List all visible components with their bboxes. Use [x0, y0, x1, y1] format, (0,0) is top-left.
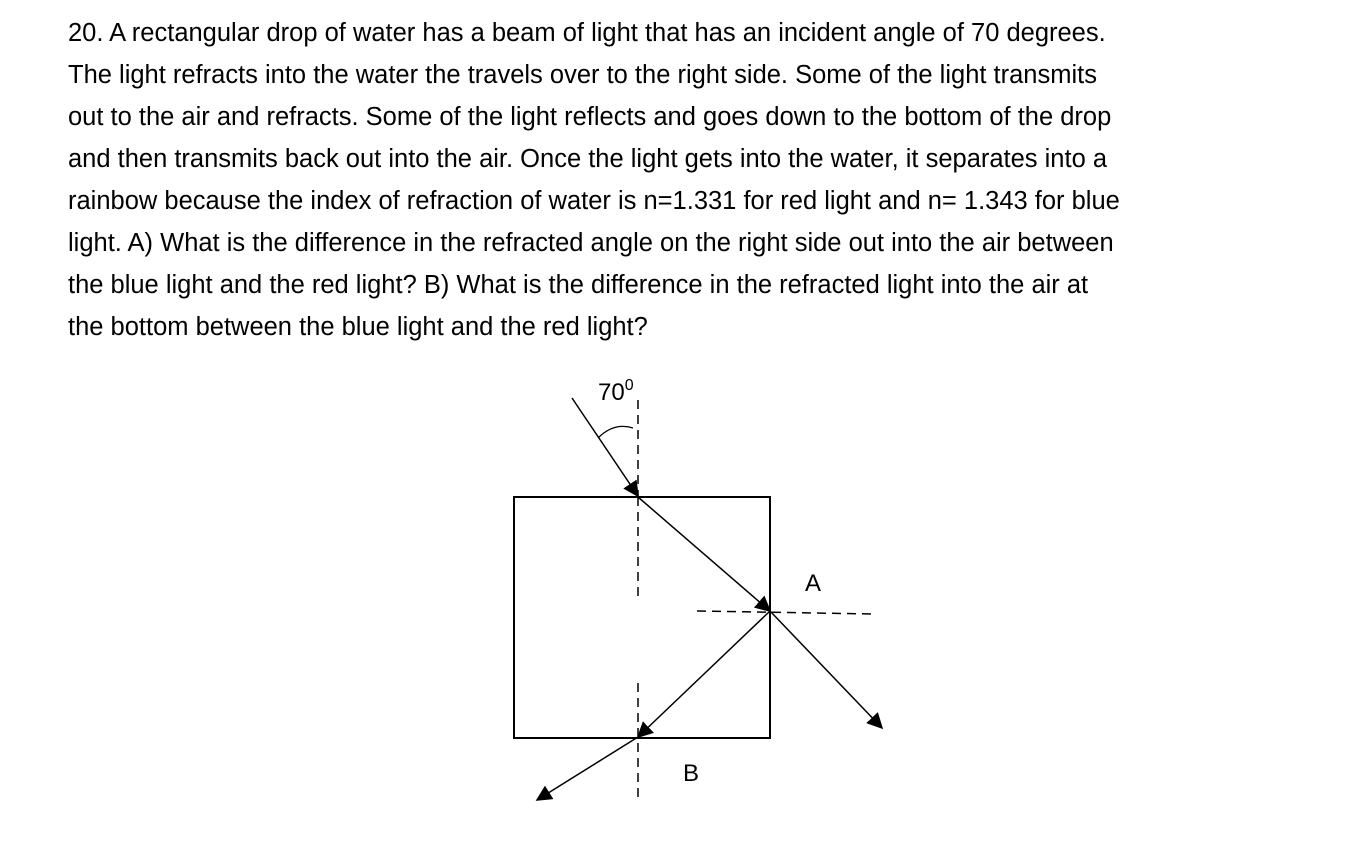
problem-line-6: light. A) What is the difference in the refracted angle on the right side out into the air between: [68, 229, 1114, 257]
incident-angle-value: 70: [598, 379, 625, 406]
problem-line-7: the blue light and the red light? B) What is the difference in the refracted light into the air at: [68, 271, 1089, 299]
problem-line-8: the bottom between the blue light and the red light?: [68, 313, 648, 341]
problem-line-4: and then transmits back out into the air. Once the light gets into the water, it separates into a: [68, 145, 1108, 173]
label-a: A: [805, 570, 822, 597]
water-drop-rectangle: [514, 497, 770, 738]
transmitted-ray-bottom: [537, 737, 638, 800]
degree-superscript: 0: [624, 377, 634, 394]
incident-ray: [572, 398, 638, 496]
label-b: B: [683, 760, 700, 787]
problem-line-1: 20. A rectangular drop of water has a beam of light that has an incident angle of 70 degrees.: [68, 19, 1106, 47]
problem-line-2: The light refracts into the water the travels over to the right side. Some of the light transmits: [68, 61, 1097, 89]
problem-line-3: out to the air and refracts. Some of the light reflects and goes down to the bottom of the drop: [68, 103, 1112, 131]
refracted-ray-inside: [638, 497, 770, 611]
incident-angle-arc: [598, 426, 633, 438]
problem-line-5: rainbow because the index of refraction of water is n=1.331 for red light and n= 1.343 for blue: [68, 187, 1120, 215]
normal-line-right: [697, 611, 873, 614]
transmitted-ray-right: [770, 611, 882, 728]
reflected-ray-inside: [638, 611, 770, 737]
incident-angle-label: [598, 377, 634, 406]
